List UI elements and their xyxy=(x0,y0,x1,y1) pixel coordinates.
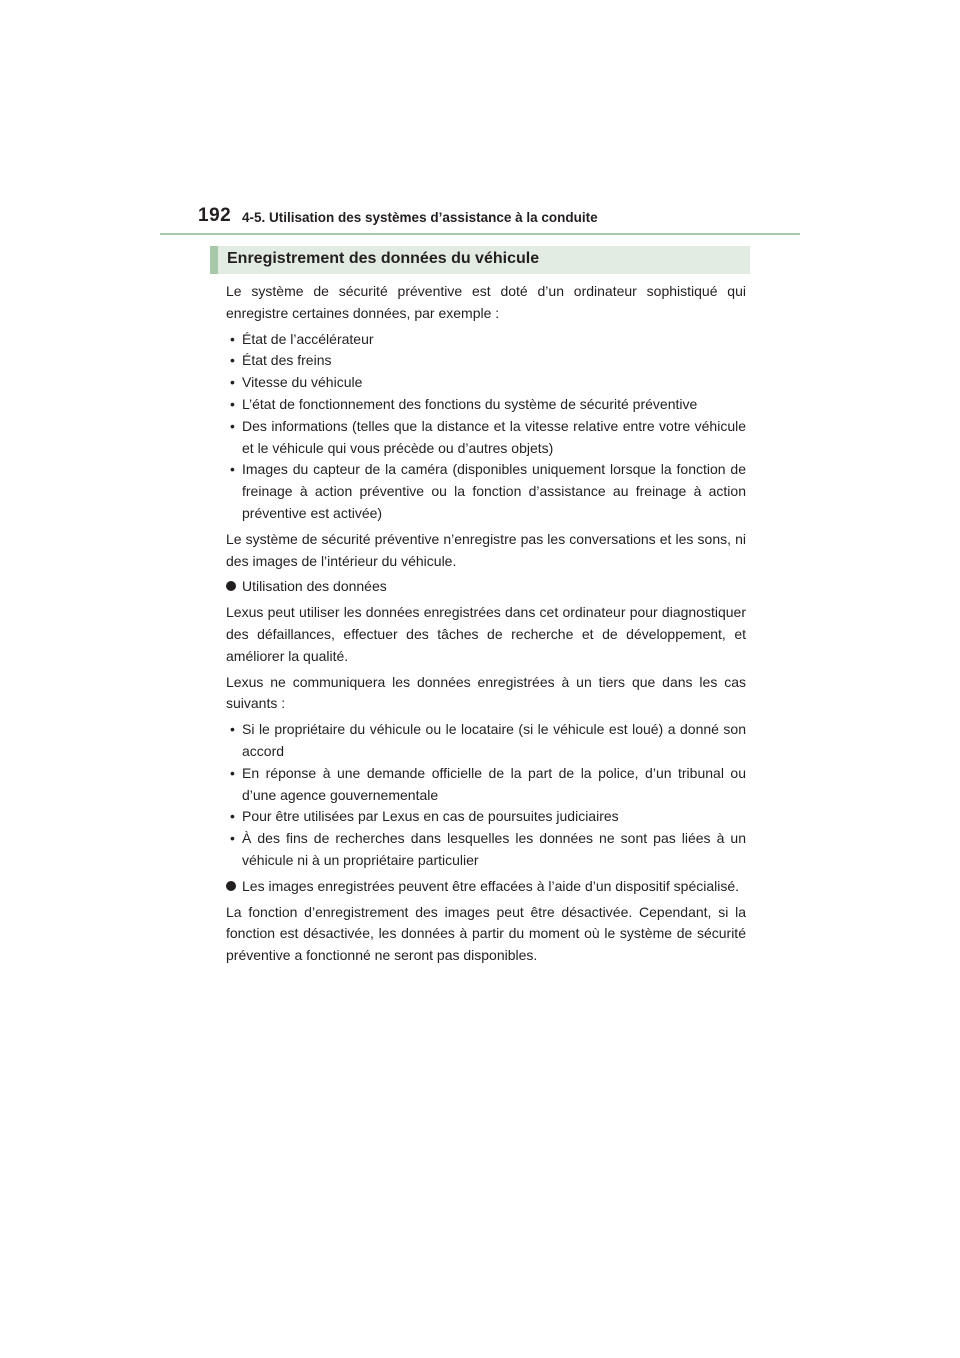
page-content xyxy=(226,281,746,971)
list-item: • Images du capteur de la caméra (disponibles uniquement lorsque la fonction de freinage à action préventive ou la fonction d’assistance au freinage à action préventive est activée) xyxy=(226,459,746,524)
erase-paragraph: La fonction d’enregistrement des images peut être désactivée. Cependant, si la fonction est désactivée, les données à partir du moment où le système de sécurité préventive a fonctionné ne seront pas disponibles. xyxy=(226,903,746,964)
list-item: • État des freins xyxy=(226,350,746,372)
usage-heading xyxy=(226,576,746,598)
usage-paragraph: Lexus peut utiliser les données enregistrées dans cet ordinateur pour diagnostiquer des défaillances, effectuer des tâches de recherche et de développement, et améliorer la qualité. xyxy=(226,604,746,664)
section-heading: Enregistrement des données du véhicule xyxy=(227,250,540,267)
list-item: • Vitesse du véhicule xyxy=(226,372,746,394)
bullet-dot-icon xyxy=(226,881,236,891)
erase-heading xyxy=(226,876,746,898)
usage-title: Utilisation des données xyxy=(242,578,387,595)
no-record-paragraph: Le système de sécurité préventive n’enregistre pas les conversations et les sons, ni des images de l’intérieur du véhicule. xyxy=(226,530,746,569)
section-title: 4-5. Utilisation des systèmes d’assistance à la conduite xyxy=(242,210,598,225)
header-rule xyxy=(160,233,800,235)
erase-title: Les images enregistrées peuvent être effacées à l’aide d’un dispositif spécialisé. xyxy=(242,877,740,894)
list-item: • Pour être utilisées par Lexus en cas de poursuites judiciaires xyxy=(226,806,746,828)
list-item: • En réponse à une demande officielle de la part de la police, d’un tribunal ou d’une agence gouvernementale xyxy=(226,763,746,807)
list-item: • État de l’accélérateur xyxy=(226,329,746,351)
intro-paragraph: Le système de sécurité préventive est doté d’un ordinateur sophistiqué qui enregistre certaines données, par exemple : xyxy=(226,283,746,321)
bullet-dot-icon xyxy=(226,581,236,591)
list-item: • À des fins de recherches dans lesquelles les données ne sont pas liées à un véhicule ni à un propriétaire particulier xyxy=(226,828,746,872)
list-item: • L’état de fonctionnement des fonctions du système de sécurité préventive xyxy=(226,394,746,416)
page-number: 192 xyxy=(198,205,232,226)
list-item: • Des informations (telles que la distance et la vitesse relative entre votre véhicule et le véhicule qui vous précède ou d’autres objets) xyxy=(226,416,746,460)
page-header xyxy=(198,205,800,235)
recorded-data-list xyxy=(226,329,746,525)
section-heading-box xyxy=(210,246,750,274)
third-party-cases-list xyxy=(226,719,746,872)
list-item: • Si le propriétaire du véhicule ou le locataire (si le véhicule est loué) a donné son accord xyxy=(226,719,746,763)
third-party-paragraph: Lexus ne communiquera les données enregistrées à un tiers que dans les cas suivants : xyxy=(226,673,746,712)
